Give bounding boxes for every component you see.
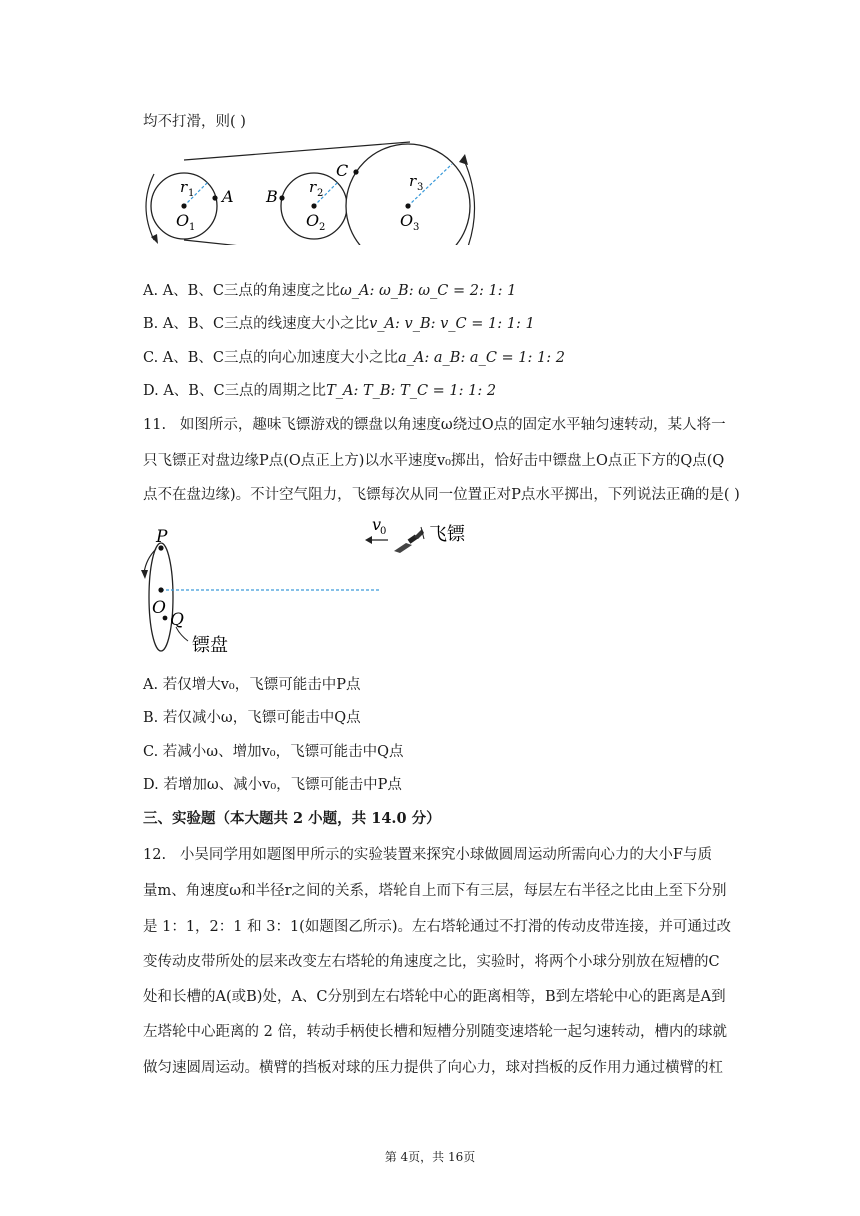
pulley-figure: [138, 140, 483, 245]
label-q: Q: [170, 610, 184, 630]
q11-stem-line-2: 只飞镖正对盘边缘P点(O点正上方)以水平速度v₀掷出，恰好击中镖盘上O点正下方的Q点(Q: [143, 453, 725, 469]
q10-option-d: D. A、B、C三点的周期之比T_A: T_B: T_C = 1: 1: 2: [143, 383, 497, 399]
q12-stem-line-7: 做匀速圆周运动。横臂的挡板对球的压力提供了向心力，球对挡板的反作用力通过横臂的杠: [143, 1060, 723, 1076]
q12-stem-line-6: 左塔轮中心距离的 2 倍，转动手柄使长槽和短槽分别随变速塔轮一起匀速转动，槽内的球就: [143, 1024, 727, 1040]
label-r1: r: [180, 178, 188, 196]
page-footer: 第 4页，共 16页: [384, 1150, 476, 1164]
point-a: [212, 195, 217, 200]
q11-option-b: B. 若仅减小ω，飞镖可能击中Q点: [143, 710, 361, 726]
dartboard: [149, 543, 173, 651]
svg-text:3: 3: [417, 182, 424, 193]
label-r3: r: [409, 172, 417, 190]
q10-option-b: B. A、B、C三点的线速度大小之比v_A: v_B: v_C = 1: 1: 1: [143, 316, 535, 332]
point-o: [158, 587, 163, 592]
q11-number: 11.: [143, 417, 167, 433]
label-c: C: [336, 161, 349, 180]
q12-stem-line-1: 12. 小吴同学用如题图甲所示的实验装置来探究小球做圆周运动所需向心力的大小F与质: [143, 847, 712, 863]
q12-stem-line-4: 变传动皮带所处的层来改变左右塔轮的角速度之比，实验时，将两个小球分别放在短槽的C: [143, 954, 720, 970]
dartboard-figure: [138, 515, 473, 663]
point-c: [353, 169, 358, 174]
q11-option-d: D. 若增加ω、减小v₀，飞镖可能击中P点: [143, 777, 402, 793]
svg-text:2: 2: [319, 222, 326, 233]
dart-icon: [394, 527, 424, 553]
svg-text:3: 3: [413, 222, 420, 233]
label-o: O: [152, 598, 166, 618]
q10-intro: 均不打滑，则( ): [143, 114, 246, 130]
label-o1: O: [176, 211, 190, 230]
q11-stem-line-1: 11. 如图所示，趣味飞镖游戏的镖盘以角速度ω绕过O点的固定水平轴匀速转动，某人将一: [143, 417, 726, 433]
point-b: [279, 195, 284, 200]
label-o3: O: [400, 211, 414, 230]
label-a: A: [222, 187, 234, 206]
label-v0: v: [372, 515, 382, 534]
svg-text:1: 1: [189, 222, 196, 233]
label-p: P: [156, 527, 168, 547]
label-r2: r: [309, 178, 317, 196]
label-b: B: [266, 187, 278, 206]
label-o2: O: [306, 211, 320, 230]
label-dart: 飞镖: [429, 524, 465, 545]
svg-text:1: 1: [188, 188, 195, 199]
q10-option-c: C. A、B、C三点的向心加速度大小之比a_A: a_B: a_C = 1: 1: 2: [143, 350, 565, 366]
q12-stem-line-5: 处和长槽的A(或B)处，A、C分别到左右塔轮中心的距离相等，B到左塔轮中心的距离是A到: [143, 989, 726, 1005]
q10-option-a: A. A、B、C三点的角速度之比ω_A: ω_B: ω_C = 2: 1: 1: [143, 283, 517, 299]
q11-option-c: C. 若减小ω、增加v₀，飞镖可能击中Q点: [143, 744, 404, 760]
q11-stem-line-3: 点不在盘边缘)。不计空气阻力，飞镖每次从同一位置正对P点水平掷出，下列说法正确的是( ): [143, 487, 740, 503]
svg-text:2: 2: [317, 188, 324, 199]
q12-number: 12.: [143, 847, 167, 863]
label-board: 镖盘: [192, 635, 228, 656]
section-heading: 三、实验题（本大题共 2 小题，共 14.0 分）: [143, 810, 441, 827]
q11-option-a: A. 若仅增大v₀，飞镖可能击中P点: [143, 677, 361, 693]
q12-stem-line-3: 是 1：1，2：1 和 3：1(如题图乙所示)。左右塔轮通过不打滑的传动皮带连接，并可通过改: [143, 919, 731, 935]
q12-stem-line-2: 量m、角速度ω和半径r之间的关系，塔轮自上而下有三层，每层左右半径之比由上至下分别: [143, 883, 727, 899]
svg-text:0: 0: [380, 526, 387, 537]
